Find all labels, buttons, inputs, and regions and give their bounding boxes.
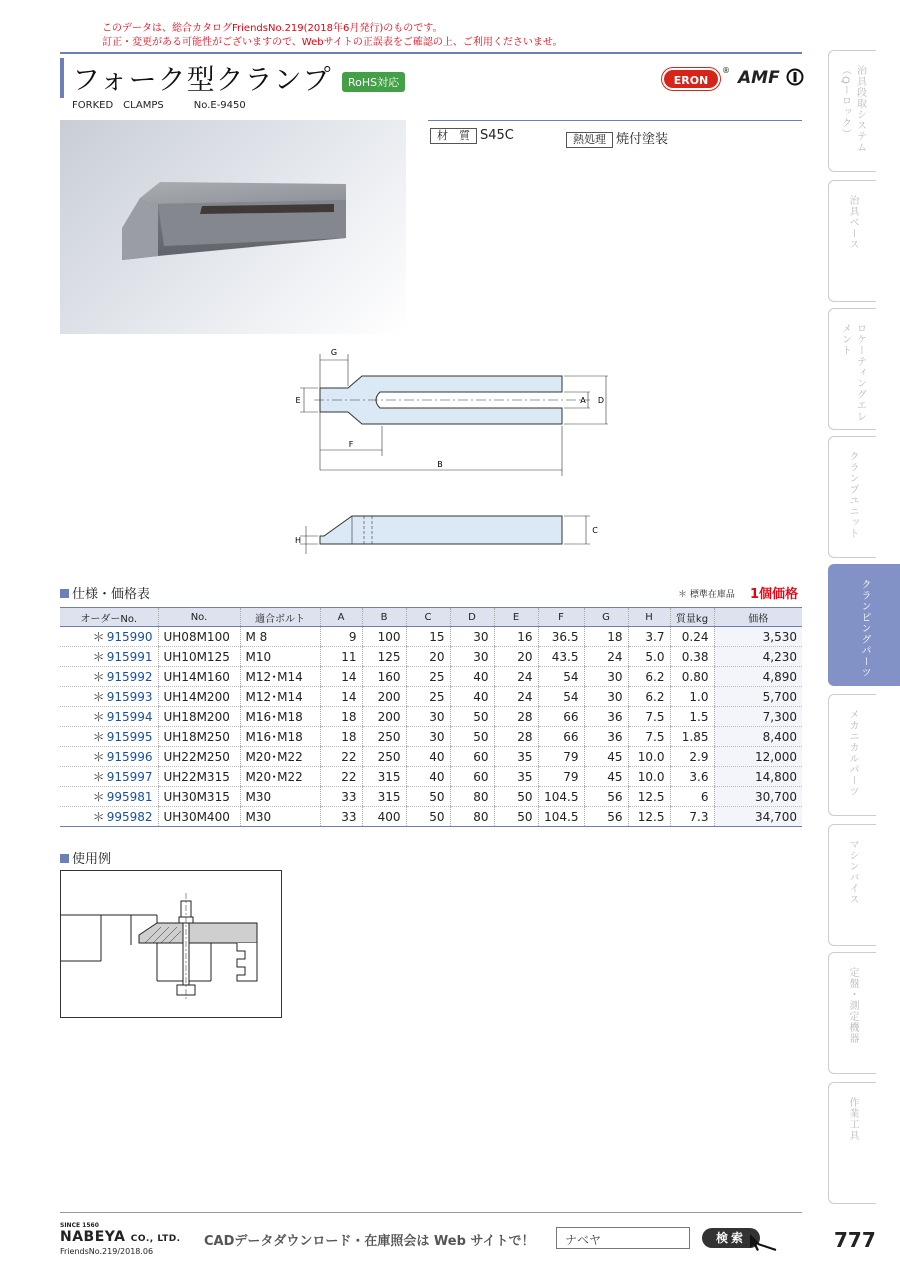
order-number-cell: [60, 787, 158, 807]
cell-c: 30: [406, 707, 450, 727]
page-title: フォーク型クランプ: [72, 63, 332, 96]
cell-c: 30: [406, 727, 450, 747]
cell-a: 33: [320, 787, 362, 807]
cell-no: UH18M200: [158, 707, 240, 727]
cell-a: 14: [320, 687, 362, 707]
catalog-edition: FriendsNo.219/2018.06: [60, 1247, 154, 1256]
cell-a: 22: [320, 767, 362, 787]
dim-label-f: F: [348, 440, 354, 449]
cell-f: 104.5: [538, 787, 584, 807]
cell-h: 7.5: [628, 727, 670, 747]
cell-f: 43.5: [538, 647, 584, 667]
order-number[interactable]: 915997: [106, 770, 153, 784]
usage-example-figure: [60, 870, 282, 1018]
cell-b: 200: [362, 687, 406, 707]
cell-e: 50: [494, 807, 538, 827]
cell-c: 40: [406, 747, 450, 767]
cell-no: UH08M100: [158, 627, 240, 647]
table-row: [60, 627, 802, 647]
cell-no: UH22M250: [158, 747, 240, 767]
cell-c: 40: [406, 767, 450, 787]
table-row: [60, 747, 802, 767]
cell-h: 6.2: [628, 687, 670, 707]
cell-b: 315: [362, 787, 406, 807]
table-row: [60, 767, 802, 787]
cell-c: 50: [406, 787, 450, 807]
heat-treatment-spec: [566, 128, 668, 148]
cell-f: 79: [538, 747, 584, 767]
since-label: SINCE 1560: [60, 1222, 99, 1229]
usage-diagram: [61, 871, 281, 1017]
cell-c: 20: [406, 647, 450, 667]
cell-b: 315: [362, 767, 406, 787]
dim-label-a: A: [580, 396, 586, 405]
cell-g: 36: [584, 727, 628, 747]
subtitle: [72, 96, 246, 111]
cell-e: 35: [494, 767, 538, 787]
order-number[interactable]: 915990: [106, 630, 153, 644]
cell-e: 16: [494, 627, 538, 647]
spec-heading: [60, 583, 150, 602]
cell-a: 33: [320, 807, 362, 827]
cell-bolt: M 8: [240, 627, 320, 647]
col-header: No.: [158, 608, 240, 627]
cell-no: UH30M400: [158, 807, 240, 827]
stock-star-icon: ＊: [92, 670, 105, 684]
cell-bolt: M12･M14: [240, 667, 320, 687]
stock-star-icon: ＊: [92, 750, 105, 764]
dimension-drawing: [290, 340, 620, 570]
stock-star-icon: ＊: [92, 630, 105, 644]
catalog-notice: [102, 22, 563, 50]
cell-c: 50: [406, 807, 450, 827]
order-number-cell: [60, 807, 158, 827]
notice-line-1: このデータは、総合カタログFriendsNo.219(2018年6月発行)のものです。: [102, 23, 443, 34]
cell-price: 14,800: [714, 767, 802, 787]
cell-g: 45: [584, 747, 628, 767]
cell-price: 4,890: [714, 667, 802, 687]
cell-d: 50: [450, 727, 494, 747]
catalog-number: No.E-9450: [193, 100, 246, 111]
forked-clamp-image: [60, 120, 406, 334]
cell-price: 30,700: [714, 787, 802, 807]
cell-b: 250: [362, 747, 406, 767]
footer-rule: [60, 1212, 802, 1213]
table-row: [60, 647, 802, 667]
cell-h: 12.5: [628, 787, 670, 807]
sidebar-tab[interactable]: マシンバイス: [828, 824, 876, 946]
cell-c: 15: [406, 627, 450, 647]
cell-bolt: M16･M18: [240, 707, 320, 727]
section-marker-icon: [60, 854, 69, 863]
cell-price: 7,300: [714, 707, 802, 727]
registered-mark: ®: [722, 66, 730, 75]
eron-logo: ERON: [662, 68, 720, 90]
cell-no: UH18M250: [158, 727, 240, 747]
sidebar-tab[interactable]: クランプユニット: [828, 436, 876, 558]
section-marker-icon: [60, 589, 69, 598]
cell-c: 25: [406, 667, 450, 687]
dim-label-g: G: [330, 348, 338, 357]
material-value: S45C: [480, 128, 514, 143]
order-number-cell: [60, 687, 158, 707]
cell-mass: 6: [670, 787, 714, 807]
cell-e: 35: [494, 747, 538, 767]
table-row: [60, 727, 802, 747]
cell-price: 12,000: [714, 747, 802, 767]
heat-treatment-label: 熱処理: [566, 132, 613, 148]
cell-d: 80: [450, 807, 494, 827]
cell-mass: 2.9: [670, 747, 714, 767]
col-header: オーダーNo.: [60, 608, 158, 627]
cell-a: 11: [320, 647, 362, 667]
table-row: [60, 787, 802, 807]
cell-f: 104.5: [538, 807, 584, 827]
col-header: B: [362, 608, 406, 627]
sidebar-tab[interactable]: 治具段取システム（Qーロック）: [828, 50, 876, 172]
cell-e: 20: [494, 647, 538, 667]
cell-mass: 0.24: [670, 627, 714, 647]
cell-d: 60: [450, 747, 494, 767]
col-header: D: [450, 608, 494, 627]
col-header: 適合ボルト: [240, 608, 320, 627]
col-header: C: [406, 608, 450, 627]
cell-e: 50: [494, 787, 538, 807]
col-header: A: [320, 608, 362, 627]
cell-mass: 1.85: [670, 727, 714, 747]
cell-bolt: M20･M22: [240, 747, 320, 767]
order-number[interactable]: 995981: [106, 790, 153, 804]
stock-star-icon: ＊: [92, 690, 105, 704]
page-number: 777: [834, 1228, 876, 1252]
cell-g: 24: [584, 647, 628, 667]
cell-mass: 1.0: [670, 687, 714, 707]
cell-price: 3,530: [714, 627, 802, 647]
cell-a: 14: [320, 667, 362, 687]
cell-no: UH14M200: [158, 687, 240, 707]
standard-stock-note: ＊ 標準在庫品: [678, 590, 735, 600]
cell-f: 54: [538, 687, 584, 707]
cell-price: 8,400: [714, 727, 802, 747]
stock-star-icon: ＊: [92, 770, 105, 784]
cell-h: 3.7: [628, 627, 670, 647]
stock-star-icon: ＊: [92, 650, 105, 664]
order-number[interactable]: 915993: [106, 690, 153, 704]
order-number-cell: [60, 707, 158, 727]
cell-f: 36.5: [538, 627, 584, 647]
col-header: H: [628, 608, 670, 627]
table-row: [60, 687, 802, 707]
cell-h: 12.5: [628, 807, 670, 827]
cell-d: 40: [450, 687, 494, 707]
cell-price: 34,700: [714, 807, 802, 827]
company-suffix: CO., LTD.: [130, 1234, 181, 1244]
dim-label-b: B: [437, 460, 443, 469]
cell-no: UH10M125: [158, 647, 240, 667]
company-logo: [60, 1229, 181, 1245]
order-number-cell: [60, 767, 158, 787]
cell-b: 100: [362, 627, 406, 647]
col-header: 価格: [714, 608, 802, 627]
cell-g: 56: [584, 787, 628, 807]
stock-star-icon: ＊: [92, 730, 105, 744]
sidebar-tab[interactable]: 定盤・測定機器: [828, 952, 876, 1074]
order-number[interactable]: 915991: [106, 650, 153, 664]
cell-a: 9: [320, 627, 362, 647]
cell-e: 28: [494, 707, 538, 727]
cell-g: 30: [584, 687, 628, 707]
cell-d: 40: [450, 667, 494, 687]
cell-d: 30: [450, 647, 494, 667]
cell-f: 66: [538, 707, 584, 727]
cell-bolt: M30: [240, 807, 320, 827]
order-number-cell: [60, 627, 158, 647]
cell-g: 36: [584, 707, 628, 727]
cell-b: 400: [362, 807, 406, 827]
cell-h: 6.2: [628, 667, 670, 687]
col-header: G: [584, 608, 628, 627]
spec-price-table: [60, 607, 802, 827]
heat-treatment-value: 焼付塗装: [616, 132, 669, 147]
cell-g: 45: [584, 767, 628, 787]
order-number-cell: [60, 667, 158, 687]
cell-b: 125: [362, 647, 406, 667]
usage-heading: [60, 848, 111, 867]
table-row: [60, 807, 802, 827]
stock-star-icon: ＊: [92, 810, 105, 824]
cell-d: 80: [450, 787, 494, 807]
company-name: NABEYA: [60, 1229, 126, 1245]
cell-f: 54: [538, 667, 584, 687]
sidebar-tab[interactable]: 作業工具: [828, 1082, 876, 1204]
table-row: [60, 667, 802, 687]
cell-bolt: M20･M22: [240, 767, 320, 787]
stock-star-icon: ＊: [92, 790, 105, 804]
order-number[interactable]: 915995: [106, 730, 153, 744]
cell-bolt: M30: [240, 787, 320, 807]
sidebar-tab[interactable]: メカニカルパーツ: [828, 694, 876, 816]
cell-mass: 0.38: [670, 647, 714, 667]
cell-e: 24: [494, 687, 538, 707]
order-number[interactable]: 915994: [106, 710, 153, 724]
order-number-cell: [60, 747, 158, 767]
dim-label-c: C: [592, 526, 598, 535]
title-rule: [60, 52, 802, 54]
table-row: [60, 707, 802, 727]
cell-b: 160: [362, 667, 406, 687]
cell-bolt: M16･M18: [240, 727, 320, 747]
stock-star-icon: ＊: [92, 710, 105, 724]
cell-h: 10.0: [628, 767, 670, 787]
cell-mass: 1.5: [670, 707, 714, 727]
cell-f: 66: [538, 727, 584, 747]
cell-mass: 0.80: [670, 667, 714, 687]
cell-g: 56: [584, 807, 628, 827]
cell-mass: 7.3: [670, 807, 714, 827]
amf-logo: [738, 68, 804, 88]
cell-bolt: M10: [240, 647, 320, 667]
cell-d: 50: [450, 707, 494, 727]
cell-bolt: M12･M14: [240, 687, 320, 707]
cell-a: 18: [320, 707, 362, 727]
product-photo: [60, 120, 406, 334]
col-header: 質量kg: [670, 608, 714, 627]
cell-f: 79: [538, 767, 584, 787]
material-rule: [428, 120, 802, 121]
subtitle-en: FORKED CLAMPS: [72, 100, 164, 111]
cell-no: UH30M315: [158, 787, 240, 807]
amf-logo-text: AMF: [738, 68, 780, 88]
cell-a: 22: [320, 747, 362, 767]
col-header: F: [538, 608, 584, 627]
order-number[interactable]: 995982: [106, 810, 153, 824]
order-number[interactable]: 915992: [106, 670, 153, 684]
col-header: E: [494, 608, 538, 627]
cell-g: 18: [584, 627, 628, 647]
dim-label-d: D: [597, 396, 605, 405]
cell-h: 10.0: [628, 747, 670, 767]
cell-price: 5,700: [714, 687, 802, 707]
cell-price: 4,230: [714, 647, 802, 667]
cursor-arrow-icon: [748, 1232, 778, 1252]
cell-h: 7.5: [628, 707, 670, 727]
unit-price-note: 1個価格: [750, 587, 799, 602]
cad-download-text: CADデータダウンロード・在庫照会は Web サイトで！: [204, 1234, 535, 1249]
cell-b: 200: [362, 707, 406, 727]
spec-heading-text: 仕様・価格表: [72, 587, 151, 602]
cell-h: 5.0: [628, 647, 670, 667]
cell-b: 250: [362, 727, 406, 747]
notice-line-2: 訂正・変更がある可能性がございますので、Webサイトの正誤表をご確認の上、ご利用くださいませ。: [102, 37, 563, 48]
title-accent-bar: [60, 58, 64, 98]
dim-label-h: H: [294, 536, 302, 545]
sidebar-tab[interactable]: 治具ベース: [828, 180, 876, 302]
order-number[interactable]: 915996: [106, 750, 153, 764]
table-header-row: [60, 608, 802, 627]
cell-a: 18: [320, 727, 362, 747]
material-spec: [430, 128, 514, 144]
amf-emblem-icon: [786, 68, 804, 86]
cell-no: UH22M315: [158, 767, 240, 787]
cell-no: UH14M160: [158, 667, 240, 687]
technical-drawing: [290, 340, 620, 574]
usage-heading-text: 使用例: [72, 852, 112, 867]
rohs-badge: RoHS対応: [342, 72, 405, 92]
sidebar-tab[interactable]: ロケーティングエレメント: [828, 308, 876, 430]
cell-c: 25: [406, 687, 450, 707]
search-input[interactable]: ナベヤ: [556, 1227, 690, 1249]
order-number-cell: [60, 727, 158, 747]
cell-e: 24: [494, 667, 538, 687]
material-label: 材 質: [430, 128, 477, 144]
dim-label-e: E: [295, 396, 301, 405]
cell-d: 30: [450, 627, 494, 647]
order-number-cell: [60, 647, 158, 667]
cell-e: 28: [494, 727, 538, 747]
cell-d: 60: [450, 767, 494, 787]
cell-mass: 3.6: [670, 767, 714, 787]
sidebar-tab[interactable]: クランピングパーツ: [828, 564, 900, 686]
search-button[interactable]: 検索: [702, 1228, 760, 1248]
cell-g: 30: [584, 667, 628, 687]
